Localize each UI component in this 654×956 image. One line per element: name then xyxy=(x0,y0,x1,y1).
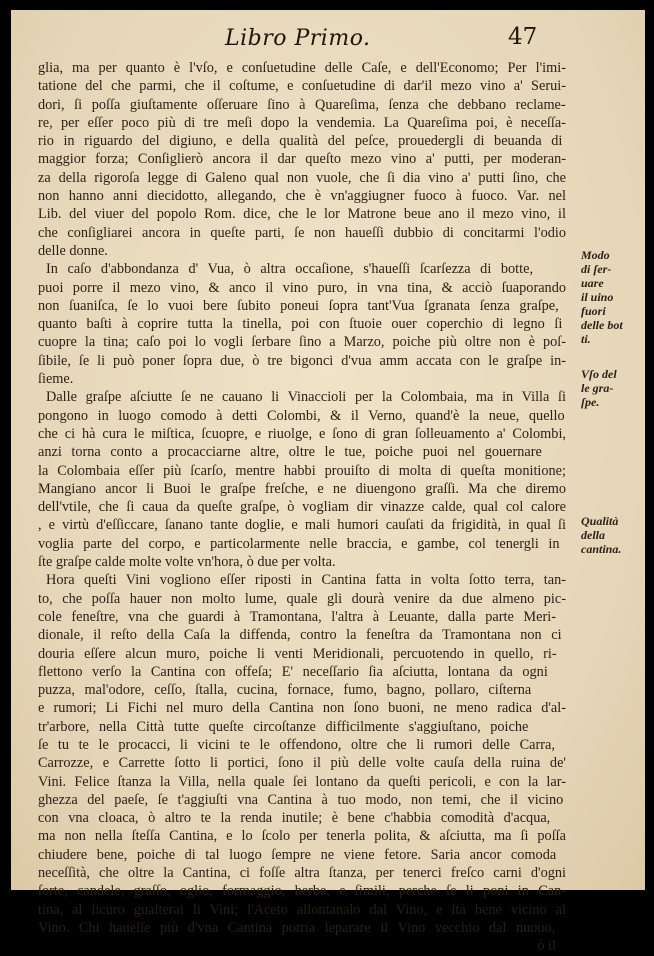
text-line: quanto baſti à coprire tutta la tinella, poi con ſtuoie ouer coperchio di legno ſi xyxy=(38,316,563,333)
text-line: voglia parte del corpo, e particolarmente nelle braccia, e gambe, col tenergli in xyxy=(38,535,560,552)
text-line: dell'vtile, che ſi caua da queſte graſpe, ò vogliam dir vinazze calde, qual col calore xyxy=(38,499,566,516)
text-line: za della rigoroſa legge di Galeno qual non vuole, che ſi dia vino a' putti ſino, che xyxy=(38,169,566,186)
text-line: anzi torna conto a procacciarne altre, oltre le tue, poiche puoi nel gouernare xyxy=(38,444,542,461)
sidenote-qualita xyxy=(581,514,621,556)
text-line: Vino. Chi haueſſe più d'vna Cantina potria ſeparare il Vino vecchio dal nuouo, xyxy=(38,919,556,936)
text-line: flettono verſo la Cantina con offeſa; E' neceſſario ſia aſciutta, lontana da ogni xyxy=(38,663,548,680)
text-line: pongono in luogo comodo à detti Colombi, & il Verno, quand'è la neue, quello xyxy=(38,407,565,424)
text-line: ma non nella ſteſſa Cantina, e lo ſcolo per tenerla polita, & aſciutta, ma ſi poſſa xyxy=(38,828,566,845)
text-line: tatione del che parmi, che il coſtume, e conſuetudine di dar'il mezo vino a' Serui- xyxy=(38,78,566,95)
sidenote-vso xyxy=(581,367,617,409)
text-line: con vna cloaca, ò altro te la renda inutile; è bene c'habbia comodità d'acqua, xyxy=(38,810,551,827)
sidenote-line: le gra- xyxy=(581,381,614,395)
text-line: che ci hà cura le miſtica, ſcuopre, e riuolge, e ſono di gran ſolleuamento a' Colombi, xyxy=(38,425,566,442)
text-line: Carrozze, e Carrette ſotto li portici, ſono il più delle volte cauſa della ruina de' xyxy=(38,755,566,772)
text-line: non ſuaniſca, ſe lo vuoi bere ſubito poneui ſopra tant'Vua ſgranata ſenza graſpe, xyxy=(38,297,559,314)
sidenote-modo xyxy=(581,248,623,346)
text-line: puoi porre il mezo vino, & anco il vino puro, in vna tina, & acciò ſuaporando xyxy=(38,279,566,296)
sidenote-line: Qualità xyxy=(581,514,619,528)
text-line: glia, ma per quanto è l'vſo, e conſuetudine delle Caſe, e dell'Economo; Per l'imi- xyxy=(38,60,566,76)
text-line: Mangiano ancor li Buoi le graſpe freſche, e ne diuengono graſſi. Ma che diremo xyxy=(38,480,566,497)
sidenote-line: di ſer- xyxy=(581,262,612,276)
text-line: ſte graſpe calde molte volte vn'hora, ò due per volta. xyxy=(38,554,336,571)
running-header xyxy=(11,24,645,54)
sidenote-line: cantina. xyxy=(581,542,622,556)
sidenote-line: fuori xyxy=(581,304,606,318)
sidenote-line: uare xyxy=(581,276,604,290)
text-line: che conſigliarei ancora in queſte parti, ſe non haueſſi dubbio di concitarmi l'odio xyxy=(38,224,566,241)
sidenote-line: della xyxy=(581,528,605,542)
sidenote-line: ſpe. xyxy=(581,395,600,409)
text-line: dionale, il reſto della Caſa la diffenda, contro la feneſtra da Tramontana non ci xyxy=(38,627,562,644)
text-line: Dalle graſpe aſciutte ſe ne cauano li Vinaccioli per la Colombaia, ma in Villa ſi xyxy=(46,389,566,406)
text-line: Vini. Felice ſtanza la Villa, nella quale ſei lontano da queſti pericoli, e con la lar- xyxy=(38,773,566,790)
text-line: puzza, mal'odore, ceſſo, ſtalla, cucina, fornace, fumo, bagno, pollaro, ciſterna xyxy=(38,682,532,699)
text-line: ò il xyxy=(537,938,556,955)
text-line: tina, al ſicuro guaſterai li Vini; l'Aceto allontanalo dal Vino, e ſtà bene vicino al xyxy=(38,901,566,918)
sidenote-line: ti. xyxy=(581,332,591,346)
text-line: tr'arbore, nella Città tutte queſte circoſtanze difficilmente s'aggiuſtano, poiche xyxy=(38,718,529,735)
page-number: 47 xyxy=(508,24,538,50)
text-line: la Colombaia eſſer più ſcarſo, mentre habbi prouiſto di molta di queſta monitione; xyxy=(38,462,566,479)
text-line: to, che poſſa hauer non molto lume, quale gli dourà venire da due almeno pic- xyxy=(38,590,566,607)
sidenote-line: Modo xyxy=(581,248,610,262)
book-page xyxy=(11,10,645,955)
text-line: douria eſſere alcun muro, poiche li venti Meridionali, percuotendo in quello, ri- xyxy=(38,645,557,662)
text-line: dori, ſi poſſa giuſtamente oſſeruare ſino à Quareſima, ſenza che debbano reclame- xyxy=(38,96,566,113)
text-line: Lib. del viuer del popolo Rom. dice, che le lor Matrone beue ano il mezo vino, il xyxy=(38,206,566,223)
text-line: ſieme. xyxy=(38,371,74,388)
text-line: ghezza del paeſe, ſe t'aggiuſti vna Cantina à tuo modo, non temi, che il vicino xyxy=(38,791,564,808)
running-title: Libro Primo. xyxy=(225,26,371,51)
text-line: ſibile, ſe li può poner ſopra due, ò tre bigonci d'vua amm accata con le graſpe in- xyxy=(38,352,566,369)
text-line: non hanno anni diecidotto, allegando, che è vn'aggiugner fuoco à fuoco. Var. nel xyxy=(38,188,566,205)
text-line: chiudere bene, poiche di tal luogo ſempre ne viene fetore. Saria ancor comoda xyxy=(38,846,557,863)
text-line: cuopre la tina; caſo poi lo vogli ſerbare ſino a Marzo, poiche più oltre non è poſ- xyxy=(38,334,566,351)
text-line: re, per eſſer poco più di tre meſi dopo la vendemia. La Quareſima poi, è neceſſa- xyxy=(38,114,566,131)
body-text xyxy=(38,59,566,956)
text-line: Hora queſti Vini vogliono eſſer riposti in Cantina fatta in volta ſotto terra, tan- xyxy=(46,572,566,589)
text-line: e rumori; Li Fichi nel muro della Cantina non ſono buoni, ne meno radica d'al- xyxy=(38,700,566,717)
sidenote-line: Vſo del xyxy=(581,367,617,381)
text-line: ſorte, candele, graſſo, oglio, formaggio, herbe, e ſimili, perche ſe li poni in Can- xyxy=(38,883,566,900)
sidenote-line: delle bot xyxy=(581,318,623,332)
text-line: ſe tu te le procacci, li vicini te le offendono, oltre che li rumori delle Carra, xyxy=(38,736,555,753)
text-line: rio in riguardo del digiuno, e della qualità del peſce, prouedergli di beuanda di xyxy=(38,133,563,150)
text-line: neceſſità, che oltre la Cantina, ci foſſe altra ſtanza, per tenerci freſco carni d'ogni xyxy=(38,865,566,882)
text-line: , e virtù d'eſſiccare, ſanano tante doglie, e mali humori cauſati da frigidità, in qual ſi xyxy=(38,517,566,534)
text-line: In caſo d'abbondanza d' Vua, ò altra occaſione, s'haueſſi ſcarſezza di botte, xyxy=(46,261,534,278)
text-line: maggior forza; Conſiglierò ancora il dar queſto mezo vino a' putti, per moderan- xyxy=(38,151,566,168)
text-line: cole feneſtre, vna che guardi à Tramontana, l'altra à Leuante, dalla parte Meri- xyxy=(38,608,556,625)
sidenote-line: il uino xyxy=(581,290,614,304)
text-line: delle donne. xyxy=(38,242,108,259)
